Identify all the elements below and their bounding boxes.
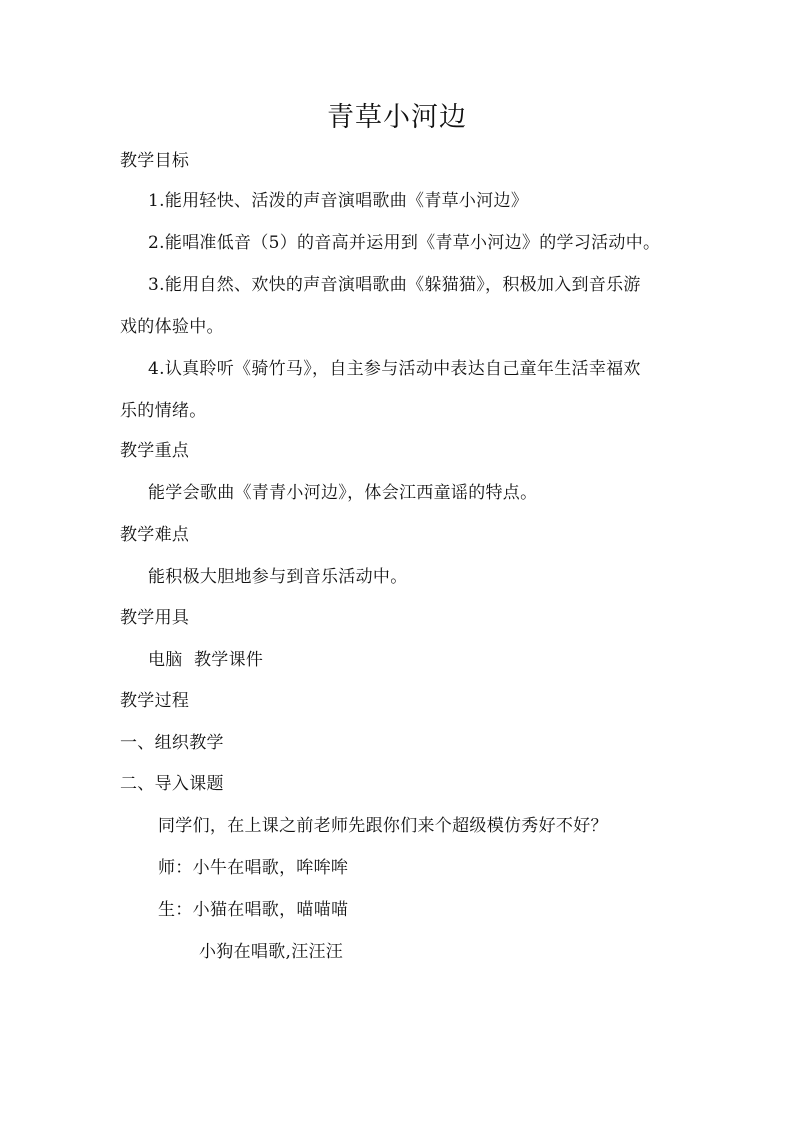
goal-1: 1.能用轻快、活泼的声音演唱歌曲《青草小河边》 <box>148 191 529 211</box>
teacher-line: 师：小牛在唱歌，哞哞哞 <box>158 858 349 878</box>
goal-3-continued: 戏的体验中。 <box>120 317 224 337</box>
goals-heading: 教学目标 <box>120 151 190 171</box>
step-organize: 一、组织教学 <box>120 733 224 753</box>
document-title: 青草小河边 <box>327 102 467 133</box>
student-line-continued: 小狗在唱歌,汪汪汪 <box>199 942 344 962</box>
tools-heading: 教学用具 <box>120 608 190 628</box>
difficulty-text: 能积极大胆地参与到音乐活动中。 <box>148 567 408 587</box>
student-line: 生：小猫在唱歌，喵喵喵 <box>158 900 349 920</box>
goal-4: 4.认真聆听《骑竹马》，自主参与活动中表达自己童年生活幸福欢 <box>148 359 641 379</box>
intro-text: 同学们，在上课之前老师先跟你们来个超级模仿秀好不好？ <box>158 816 608 836</box>
difficulty-heading: 教学难点 <box>120 525 190 545</box>
key-heading: 教学重点 <box>120 441 190 461</box>
tools-text: 电脑 教学课件 <box>148 650 264 670</box>
step-introduce: 二、导入课题 <box>120 774 224 794</box>
goal-2: 2.能唱准低音（5）的音高并运用到《青草小河边》的学习活动中。 <box>148 233 661 253</box>
goal-4-continued: 乐的情绪。 <box>120 401 207 421</box>
key-text: 能学会歌曲《青青小河边》，体会江西童谣的特点。 <box>148 483 538 503</box>
goal-3: 3.能用自然、欢快的声音演唱歌曲《躲猫猫》，积极加入到音乐游 <box>148 275 641 295</box>
process-heading: 教学过程 <box>120 691 190 711</box>
